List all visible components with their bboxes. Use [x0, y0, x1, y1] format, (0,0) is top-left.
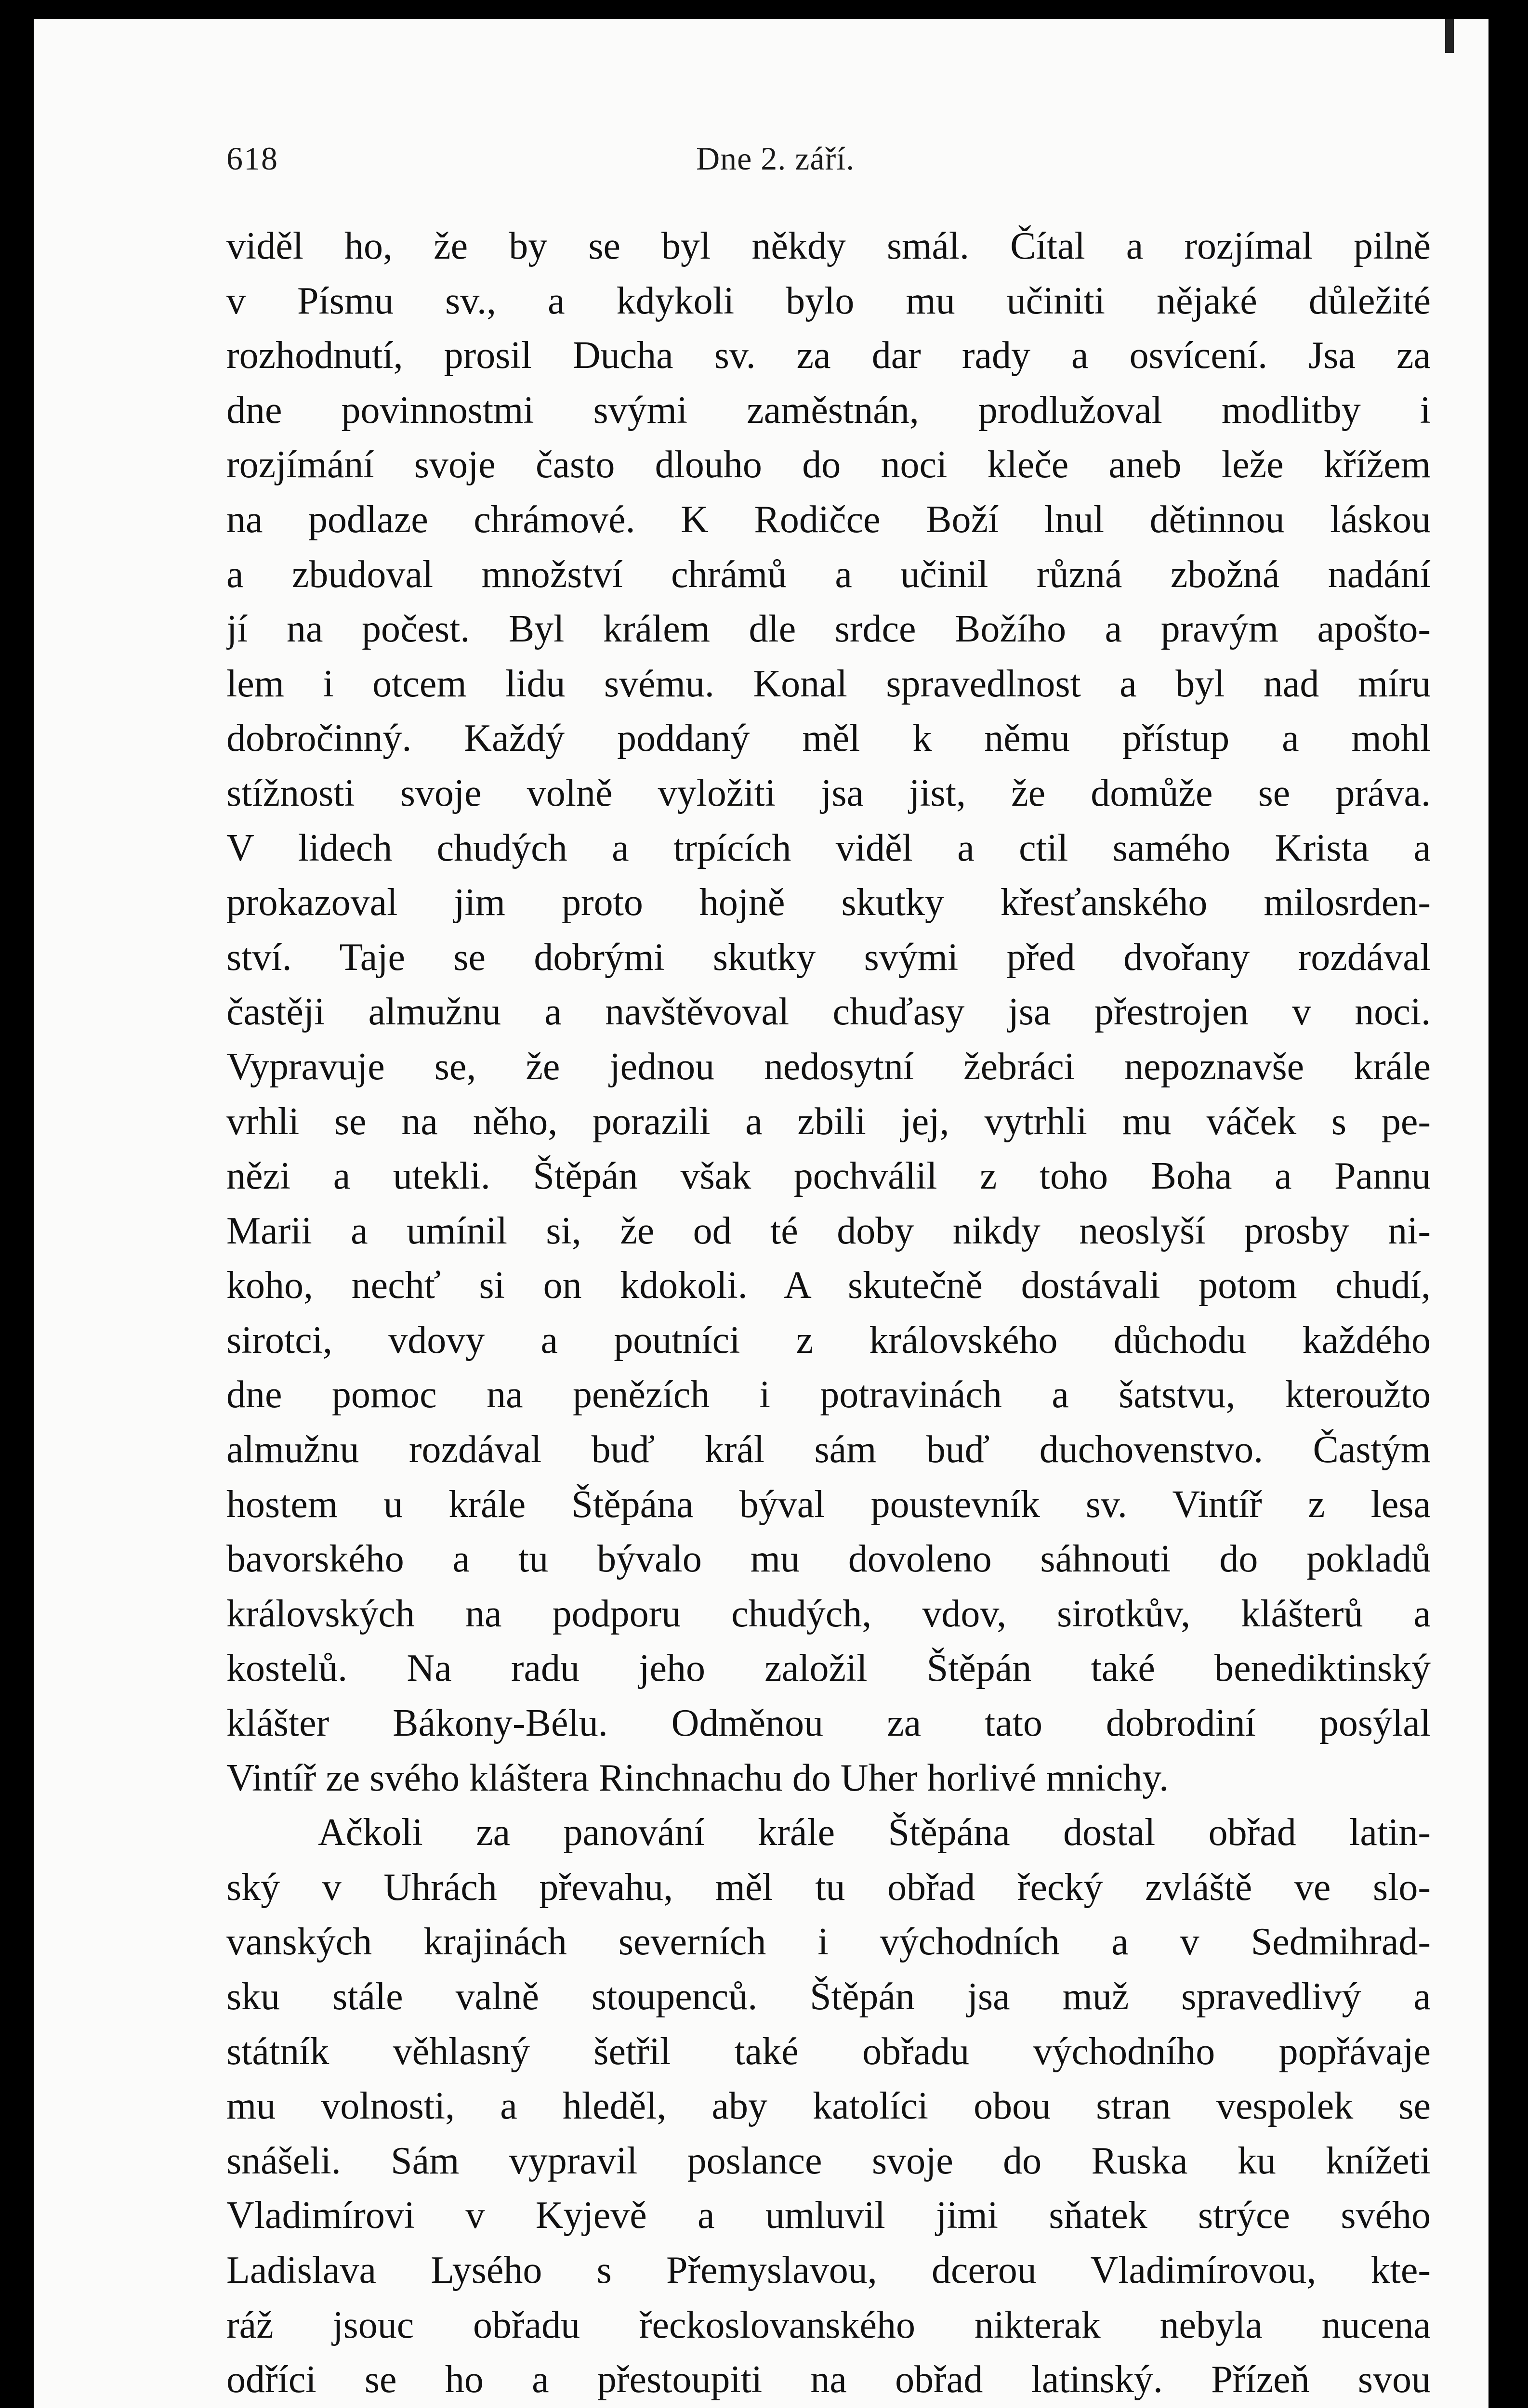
text-line: ský v Uhrách převahu, měl tu obřad řecký zvláště ve slo- [226, 1866, 1431, 1909]
text-line: Marii a umínil si, že od té doby nikdy neoslyší prosby ni- [226, 1209, 1431, 1252]
text-line: bavorského a tu bývalo mu dovoleno sáhnouti do pokladů [226, 1538, 1431, 1581]
text-line: rozhodnutí, prosil Ducha sv. za dar rady a osvícení. Jsa za [226, 334, 1431, 377]
text-line: dne pomoc na penězích i potravinách a šatstvu, kteroužto [226, 1374, 1431, 1416]
text-line: sirotci, vdovy a poutníci z královského důchodu každého [226, 1319, 1431, 1361]
text-line: rozjímání svoje často dlouho do noci kleče aneb leže křížem [226, 444, 1431, 486]
text-line: sku stále valně stoupenců. Štěpán jsa muž spravedlivý a [226, 1976, 1431, 2018]
text-line: státník věhlasný šetřil také obřadu východního popřávaje [226, 2030, 1431, 2073]
scan-edge-mark [1445, 19, 1454, 53]
book-page [34, 19, 1488, 2408]
text-line: V lidech chudých a trpících viděl a ctil samého Krista a [226, 826, 1431, 869]
paragraph-end-line: Vintíř ze svého kláštera Rinchnachu do Uher horlivé mnichy. [226, 1756, 1169, 1799]
text-line: almužnu rozdával buď král sám buď duchovenstvo. Častým [226, 1428, 1431, 1471]
text-line: Vypravuje se, že jednou nedosytní žebráci nepoznavše krále [226, 1045, 1431, 1088]
text-line: stížnosti svoje volně vyložiti jsa jist, že domůže se práva. [226, 772, 1431, 814]
text-line: na podlaze chrámové. K Rodičce Boží lnul dětinnou láskou [226, 498, 1431, 541]
text-line: prokazoval jim proto hojně skutky křesťanského milosrden- [226, 881, 1431, 924]
text-line: odříci se ho a přestoupiti na obřad latinský. Přízeň svou [226, 2358, 1431, 2401]
text-line: a zbudoval množství chrámů a učinil různá zbožná nadání [226, 553, 1431, 596]
text-line: koho, nechť si on kdokoli. A skutečně dostávali potom chudí, [226, 1264, 1431, 1307]
body-text [226, 219, 1431, 2408]
paragraph-start-line: Ačkoli za panování krále Štěpána dostal obřad latin- [318, 1811, 1431, 1854]
text-line: vrhli se na něho, porazili a zbili jej, vytrhli mu váček s pe- [226, 1100, 1431, 1143]
page-number: 618 [226, 140, 278, 177]
text-line: Vladimírovi v Kyjevě a umluvil jimi sňatek strýce svého [226, 2194, 1431, 2237]
page-header [226, 140, 949, 197]
text-line: klášter Bákony-Bélu. Odměnou za tato dobrodiní posýlal [226, 1702, 1431, 1745]
text-line: nězi a utekli. Štěpán však pochválil z toho Boha a Pannu [226, 1155, 1431, 1198]
text-line: lem i otcem lidu svému. Konal spravedlnost a byl nad míru [226, 662, 1431, 705]
text-line: viděl ho, že by se byl někdy smál. Čítal a rozjímal pilně [226, 225, 1431, 267]
text-line: vanských krajinách severních i východních a v Sedmihrad- [226, 1921, 1431, 1963]
text-line: Ladislava Lysého s Přemyslavou, dcerou Vladimírovou, kte- [226, 2249, 1431, 2291]
text-line: mu volnosti, a hleděl, aby katolíci obou stran vespolek se [226, 2085, 1431, 2128]
text-line: královských na podporu chudých, vdov, sirotkův, klášterů a [226, 1592, 1431, 1635]
running-title: Dne 2. září. [696, 140, 855, 177]
text-line: snášeli. Sám vypravil poslance svoje do Ruska ku knížeti [226, 2139, 1431, 2182]
text-line: dobročinný. Každý poddaný měl k němu přístup a mohl [226, 717, 1431, 760]
text-line: v Písmu sv., a kdykoli bylo mu učiniti nějaké důležité [226, 279, 1431, 322]
text-line: ství. Taje se dobrými skutky svými před dvořany rozdával [226, 936, 1431, 979]
text-line: jí na počest. Byl králem dle srdce Božího a pravým apošto- [226, 608, 1431, 651]
text-line: hostem u krále Štěpána býval poustevník sv. Vintíř z lesa [226, 1483, 1431, 1526]
text-line: častěji almužnu a navštěvoval chuďasy jsa přestrojen v noci. [226, 991, 1431, 1034]
text-line: ráž jsouc obřadu řeckoslovanského nikterak nebyla nucena [226, 2303, 1431, 2346]
text-line: dne povinnostmi svými zaměstnán, prodlužoval modlitby i [226, 389, 1431, 432]
text-line: kostelů. Na radu jeho založil Štěpán také benediktinský [226, 1647, 1431, 1690]
